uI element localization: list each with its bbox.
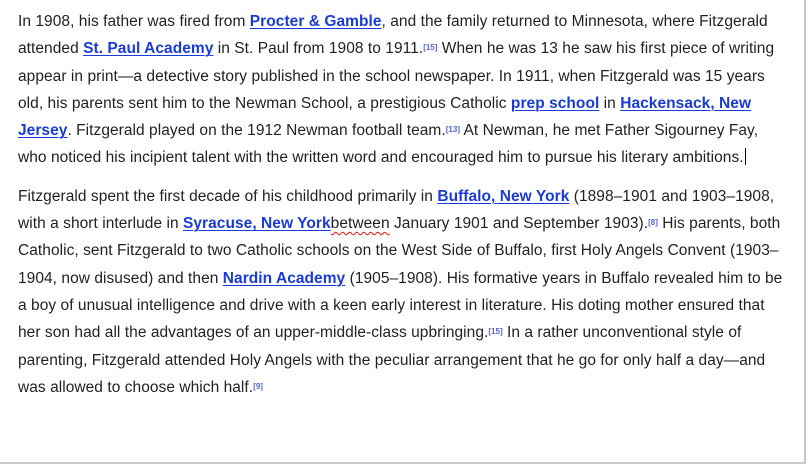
text: in St. Paul from 1908 to 1911.	[213, 40, 424, 58]
citation-ref[interactable]: [15]	[423, 43, 438, 53]
text: in	[599, 94, 621, 112]
paragraph-1	[18, 8, 788, 172]
text: , and the family returned to Minnesota, where Fitzgerald attended	[18, 13, 768, 58]
text: January 1901 and September 1903).	[389, 215, 649, 233]
paragraph-2	[18, 183, 788, 401]
link-st-paul-academy[interactable]: St. Paul Academy	[83, 40, 214, 58]
link-nardin-academy[interactable]: Nardin Academy	[222, 269, 346, 287]
link-prep-school[interactable]: prep school	[510, 94, 600, 112]
citation-ref[interactable]: [9]	[253, 381, 263, 391]
link-buffalo[interactable]: Buffalo, New York	[437, 187, 570, 205]
text: When he was 13 he saw his first piece of writing appear in print—a detective story published in the school newspaper. In 1911, when Fitzgerald was 15 years old, his parents sent him to the Newman School, a prestigious Catholic	[18, 40, 775, 112]
text: At Newman, he met Father Sigourney Fay, who noticed his incipient talent with the written word and encouraged him to pursue his literary ambitions.	[18, 122, 759, 167]
text: In a rather unconventional style of parenting, Fitzgerald attended Holy Angels with the peculiar arrangement that he go for only half a day—and was allowed to choose which half.	[18, 324, 766, 396]
text-cursor	[745, 148, 746, 165]
link-syracuse[interactable]: Syracuse, New York	[183, 215, 331, 233]
article-body	[18, 8, 788, 401]
text: Fitzgerald spent the first decade of his childhood primarily in	[18, 187, 438, 205]
citation-ref[interactable]: [8]	[648, 218, 658, 228]
spelling-error-text: between	[330, 215, 390, 233]
link-hackensack[interactable]: Hackensack, New Jersey	[18, 94, 752, 140]
text: His parents, both Catholic, sent Fitzgerald to two Catholic schools on the West Side of Buffalo, first Holy Angels Convent (1903–1904, now disused) and then	[18, 215, 781, 287]
link-procter-gamble[interactable]: Procter & Gamble	[249, 13, 382, 30]
text: (1898–1901 and 1903–1908, with a short interlude in	[18, 187, 775, 233]
text: . Fitzgerald played on the 1912 Newman football team.	[67, 122, 446, 140]
citation-ref[interactable]: [13]	[445, 125, 460, 135]
text: In 1908, his father was fired from	[18, 13, 250, 30]
text: (1905–1908). His formative years in Buffalo revealed him to be a boy of unusual intelligence and drive with a keen early interest in literature. His doting mother ensured that her son had all the advantages of an upper-middle-class upbringing.	[18, 269, 783, 342]
citation-ref[interactable]: [15]	[488, 327, 503, 337]
